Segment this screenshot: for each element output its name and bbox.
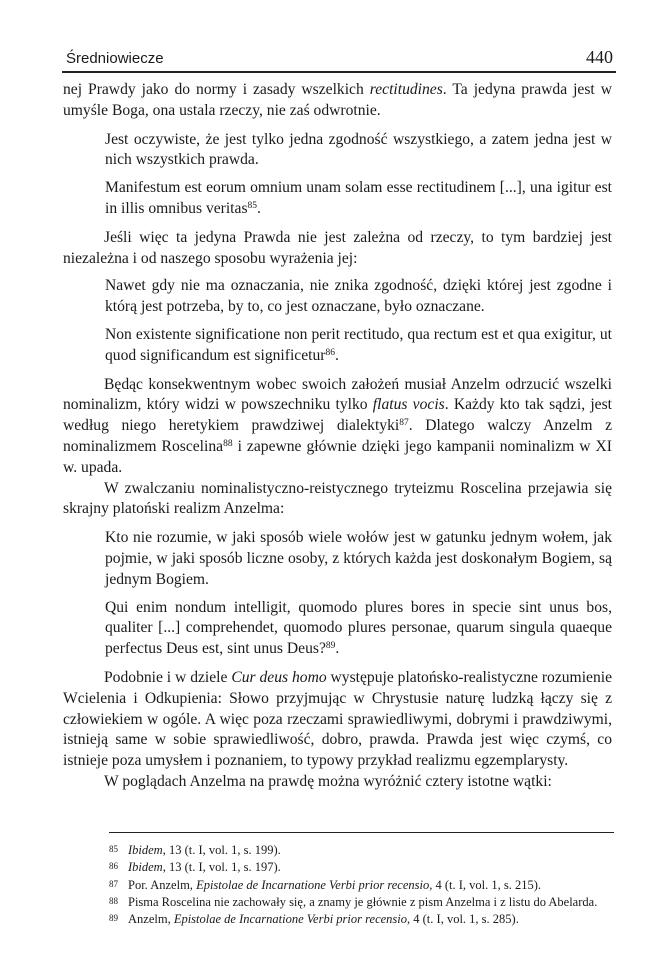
- quotation-text: Qui enim nondum intelligit, quomodo plures bores in specie sint unus bos, qualiter [...] comprehendet, quomodo plures personae, quarum singula quaeque perfectus Deus est, sint unus Deus?: [105, 598, 612, 658]
- footnote-text: Por. Anzelm,: [128, 877, 197, 892]
- quotation-latin: [105, 178, 612, 220]
- footnote-text: , 13 (t. I, vol. 1, s. 199).: [162, 843, 281, 857]
- paragraph-text: . Każdy kto tak sądzi, jest według niego heretykiem prawdziwej dialektyki: [63, 396, 612, 435]
- footnote-ref[interactable]: 88: [223, 438, 233, 449]
- footnote-italic: Epistolae de Incarnatione Verbi prior recensio: [173, 912, 408, 927]
- quotation: [105, 276, 612, 318]
- quotation-latin: [105, 325, 612, 367]
- footnote-text: , 4 (t. I, vol. 1, s. 285).: [407, 912, 519, 927]
- footnote-italic: Epistolae de Incarnatione Verbi prior recensio: [196, 877, 430, 892]
- paragraph-text: W zwalczaniu nominalistyczno-reistycznego tryteizmu Roscelina przejawia się skrajny platoński realizm Anzelma:: [63, 479, 612, 518]
- italic-term: flatus vocis: [372, 396, 445, 414]
- footnote: [109, 911, 614, 928]
- quotation-text: Non existente significatione non perit rectitudo, qua rectum est et qua exigitur, ut quod significandum est significetur: [105, 325, 612, 364]
- footnote: [109, 859, 614, 876]
- quotation-text: Kto nie rozumie, w jaki sposób wiele wołów jest w gatunku jednym wołem, jak pojmie, w jaki sposób liczne osoby, z których każda jest doskonałym Bogiem, są jednym Bogiem.: [105, 529, 612, 588]
- quotation-text: Nawet gdy nie ma oznaczania, nie znika zgodność, dzięki której jest zgodne i którą jest potrzeba, by to, co jest oznaczane, było oznaczane.: [105, 277, 612, 316]
- italic-term: rectitudines: [369, 81, 443, 98]
- paragraph-text: Podobnie i w dziele: [104, 668, 232, 686]
- footnote-number: 86: [109, 861, 118, 872]
- footnote-ref[interactable]: 87: [399, 418, 409, 429]
- paragraph-text: i zapewne głównie dzięki jego kampanii nominalizm w XI w. upada.: [63, 437, 612, 476]
- footnote-number: 85: [109, 844, 118, 854]
- paragraph-text: W poglądach Anzelma na prawdę można wyróżnić cztery istotne wątki:: [104, 772, 552, 790]
- paragraph-text: Jeśli więc ta jedyna Prawda nie jest zależna od rzeczy, to tym bardziej jest niezależna i od naszego sposobu wyrażenia jej:: [63, 228, 612, 267]
- quotation-text: Jest oczywiste, że jest tylko jedna zgodność wszystkiego, a zatem jedna jest w nich wszystkich prawda.: [105, 130, 612, 169]
- paragraph: [63, 479, 612, 521]
- paragraph: [63, 375, 612, 479]
- footnote-number: 89: [109, 913, 118, 924]
- footnote: [109, 894, 614, 911]
- quotation: [105, 528, 612, 590]
- footnote-number: 87: [109, 878, 118, 889]
- paragraph-text: występuje platońsko-realistyczne rozumienie Wcielenia i Odkupienia: Słowo przyjmując w Chrystusie naturę ludzką łączy się z człowiekiem w ogóle. A więc poza rzeczami sprawiedliwymi, dobrymi i prawdziwymi, istnieją same w sobie sprawiedliwość, dobro, prawda. Prawda jest więc czymś, co istnieje poza umysłem i poznaniem, to typowy przykład realizmu egzemplarysty.: [63, 668, 612, 770]
- main-text: [63, 80, 612, 793]
- paragraph-text: Będąc konsekwentnym wobec swoich założeń musiał Anzelm odrzucić wszelki nominalizm, który widzi w powszechniku tylko: [63, 375, 612, 414]
- quotation: [105, 130, 612, 172]
- quotation-latin: [105, 598, 612, 660]
- footnotes: [109, 842, 614, 928]
- header-rule: [62, 71, 616, 73]
- page-number: 440: [586, 47, 613, 67]
- paragraph-text: nej Prawdy jako do normy i zasady wszelkich: [63, 81, 370, 98]
- quotation-text: .: [335, 640, 340, 658]
- footnote-number: 88: [109, 895, 118, 906]
- footnote-text: Anzelm,: [128, 912, 174, 927]
- paragraph-text: . Dlatego walczy Anzelm z nominalizmem Roscelina: [63, 417, 612, 455]
- footnote-ref[interactable]: 85: [247, 200, 258, 211]
- paragraph-text: . Ta jedyna prawda jest w umyśle Boga, ona ustala rzeczy, nie zaś odwrotnie.: [63, 81, 612, 119]
- quotation-text: .: [334, 346, 339, 364]
- footnote: [109, 842, 614, 859]
- footnote-ref[interactable]: 86: [325, 347, 335, 358]
- quotation-text: .: [257, 199, 261, 217]
- footnote-rule: [109, 832, 614, 833]
- italic-term: Cur deus homo: [231, 668, 327, 686]
- footnote-ref[interactable]: 89: [325, 641, 336, 652]
- footnote-italic: Ibidem: [128, 843, 163, 857]
- footnote-text: , 13 (t. I, vol. 1, s. 197).: [162, 860, 281, 875]
- paragraph: [63, 80, 612, 122]
- paragraph: [63, 228, 612, 270]
- footnote-italic: Ibidem: [128, 860, 163, 875]
- paragraph: [63, 668, 612, 772]
- footnote: [109, 877, 614, 894]
- running-header-title: Średniowiecze: [66, 50, 164, 67]
- quotation-text: Manifestum est eorum omnium unam solam esse rectitudinem [...], una igitur est in illis omnibus veritas: [105, 179, 612, 217]
- footnote-text: , 4 (t. I, vol. 1, s. 215).: [429, 877, 542, 892]
- paragraph: [63, 772, 612, 793]
- footnote-text: Pisma Roscelina nie zachowały się, a znamy je głównie z pism Anzelma i z listu do Abelarda.: [128, 894, 598, 909]
